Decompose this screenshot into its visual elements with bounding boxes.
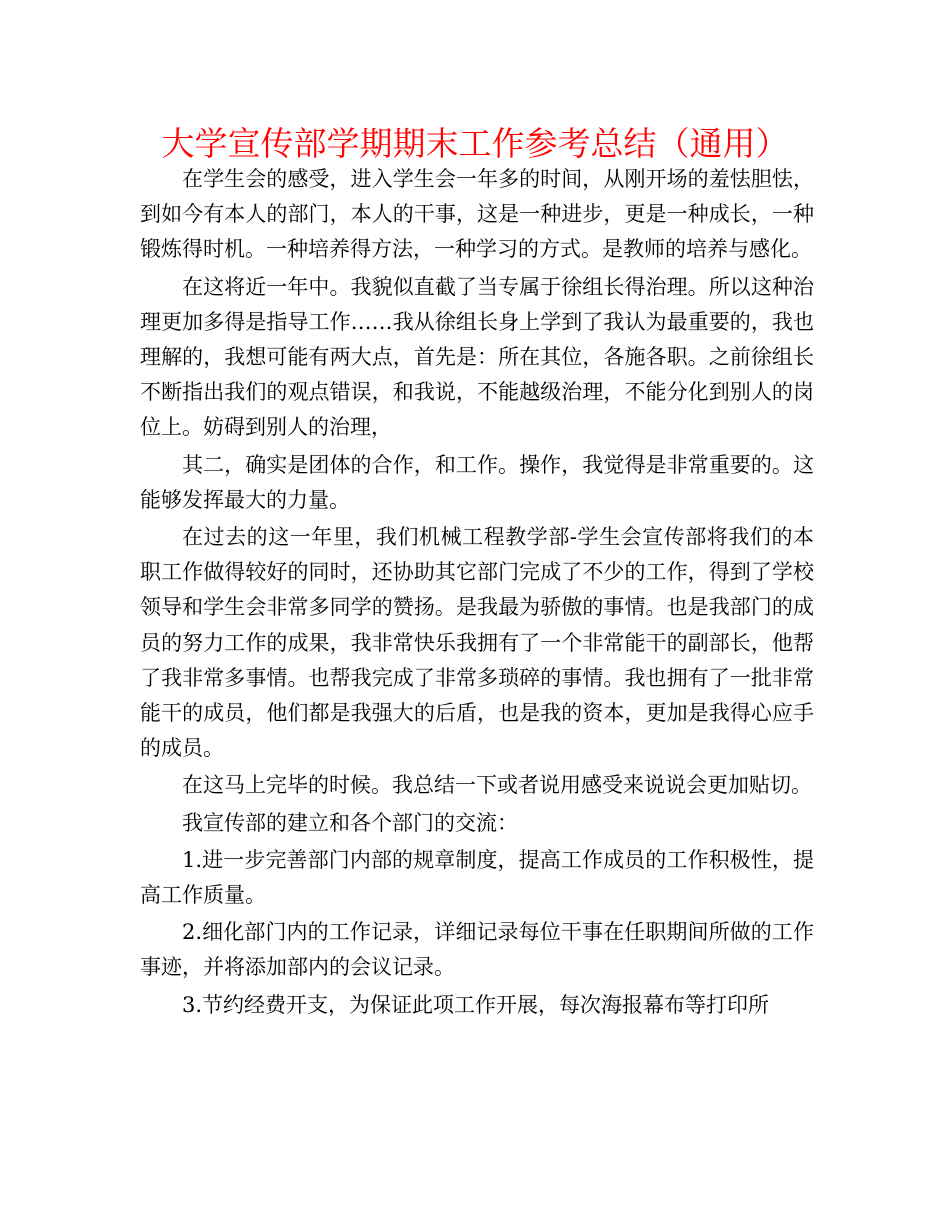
paragraph-1: 在学生会的感受，进入学生会一年多的时间，从刚开场的羞怯胆怯，到如今有本人的部门，本人的干事，这是一种进步，更是一种成长，一种锻炼得时机。一种培养得方法，一种学习的方式。是教师的培养与感化。 <box>140 167 814 262</box>
paragraph-6: 我宣传部的建立和各个部门的交流： <box>182 810 518 835</box>
document-body <box>140 162 814 1025</box>
list-item-3: 3.节约经费开支，为保证此项工作开展，每次海报幕布等打印所 <box>182 992 770 1017</box>
paragraph-2: 在这将近一年中。我貌似直截了当专属于徐组长得治理。所以这种治理更加多得是指导工作……我从徐组长身上学到了我认为最重要的，我也理解的，我想可能有两大点，首先是：所在其位，各施各职。之前徐组长不断指出我们的观点错误，和我说，不能越级治理，不能分化到别人的岗位上。妨碍到别人的治理， <box>140 274 814 440</box>
list-item-2: 2.细化部门内的工作记录，详细记录每位干事在任职期间所做的工作事迹，并将添加部内的会议记录。 <box>140 920 814 980</box>
paragraph-3: 其二，确实是团体的合作，和工作。操作，我觉得是非常重要的。这能够发挥最大的力量。 <box>140 452 814 512</box>
paragraph-4: 在过去的这一年里，我们机械工程教学部-学生会宣传部将我们的本职工作做得较好的同时，还协助其它部门完成了不少的工作，得到了学校领导和学生会非常多同学的赞扬。是我最为骄傲的事情。也是我部门的成员的努力工作的成果，我非常快乐我拥有了一个非常能干的副部长，他帮了我非常多事情。也帮我完成了非常多琐碎的事情。我也拥有了一批非常能干的成员，他们都是我强大的后盾，也是我的资本，更加是我得心应手的成员。 <box>140 525 814 761</box>
document-title: 大学宣传部学期期末工作参考总结（通用） <box>161 124 789 163</box>
list-item-1: 1.进一步完善部门内部的规章制度，提高工作成员的工作积极性，提高工作质量。 <box>140 847 814 908</box>
paragraph-5: 在这马上完毕的时候。我总结一下或者说用感受来说说会更加贴切。 <box>182 773 812 798</box>
